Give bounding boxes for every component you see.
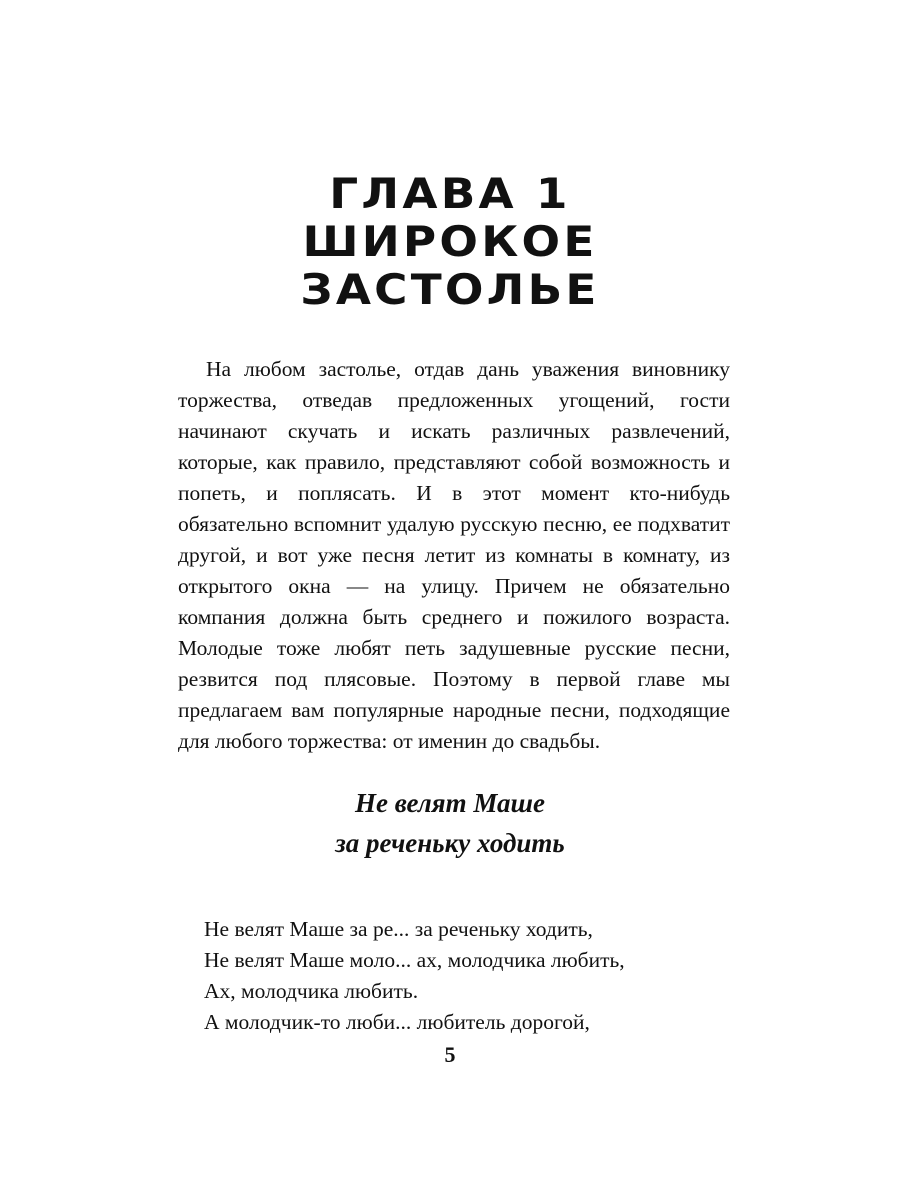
song-title-line-2: за реченьку ходить: [335, 828, 565, 858]
intro-paragraph: На любом застолье, отдав дань уважения виновнику торжества, отведав предложенных угощений, гости начинают скучать и искать различных развлечений, которые, как правило, представляют собой возможность и попеть, и поплясать. И в этот момент кто-нибудь обязательно вспомнит удалую русскую песню, ее подхватит другой, и вот уже песня летит из комнаты в комнату, из открытого окна — на улицу. Причем не обязательно компания должна быть среднего и пожилого возраста. Молодые тоже любят петь задушевные русские песни, резвится под плясовые. Поэтому в первой главе мы предлагаем вам популярные народные песни, подходящие для любого торжества: от именин до свадьбы.: [178, 357, 730, 753]
song-title: [0, 783, 900, 863]
verse-line: Ах, молодчика любить.: [204, 979, 419, 1003]
verse-line: А молодчик-то люби... любитель дорогой,: [204, 1010, 590, 1034]
verse-line: Не велят Маше моло... ах, молодчика любить,: [204, 948, 625, 972]
intro-text: [178, 354, 730, 757]
verse-line: Не велят Маше за ре... за реченьку ходить,: [204, 917, 593, 941]
page-number: 5: [444, 1042, 456, 1067]
song-verse: [204, 914, 724, 1038]
chapter-heading: [0, 170, 900, 314]
chapter-label: ГЛАВА 1: [329, 169, 571, 218]
song-title-line-1: Не велят Маше: [355, 788, 545, 818]
chapter-title-line-2: ЗАСТОЛЬЕ: [300, 265, 600, 314]
chapter-title-line-1: ШИРОКОЕ: [302, 217, 598, 266]
